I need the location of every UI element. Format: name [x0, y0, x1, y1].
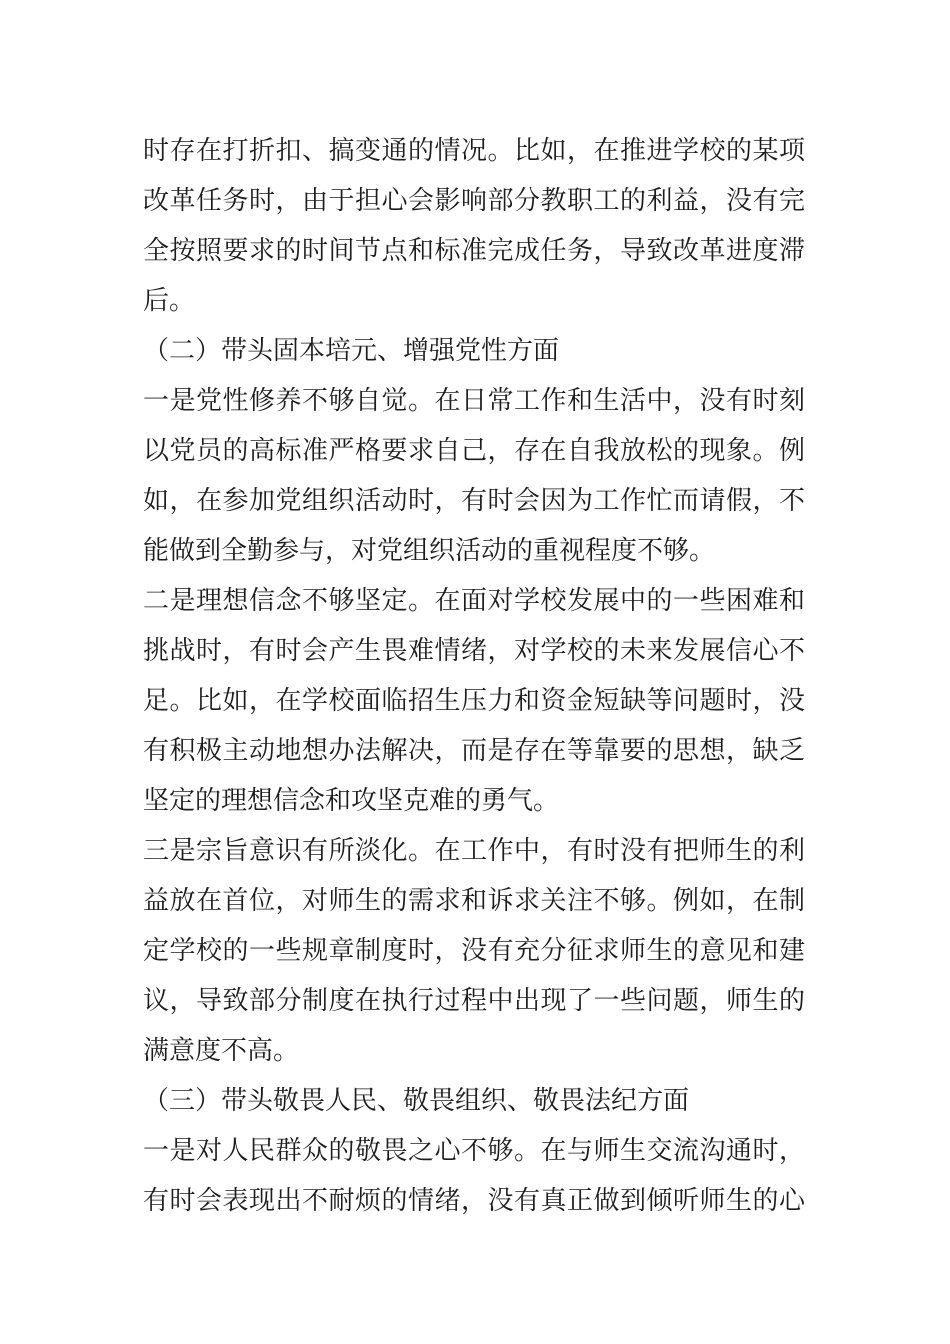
text-line: 满意度不高。: [143, 1036, 300, 1065]
text-line: 如，在参加党组织活动时，有时会因为工作忙而请假，不: [143, 486, 805, 515]
text-line: 一是对人民群众的敬畏之心不够。在与师生交流沟通时，: [143, 1136, 805, 1165]
text-line: 改革任务时，由于担心会影响部分教职工的利益，没有完: [143, 186, 805, 215]
text-line: 坚定的理想信念和攻坚克难的勇气。: [143, 786, 560, 815]
text-line: 定学校的一些规章制度时，没有充分征求师生的意见和建: [143, 936, 805, 965]
text-column: [143, 126, 805, 1226]
text-line: 一是党性修养不够自觉。在日常工作和生活中，没有时刻: [143, 386, 805, 415]
text-line: 时存在打折扣、搞变通的情况。比如，在推进学校的某项: [143, 136, 805, 165]
text-line: 后。: [143, 286, 196, 315]
section-heading: （二）带头固本培元、增强党性方面: [143, 336, 560, 365]
text-line: 有积极主动地想办法解决，而是存在等靠要的思想，缺乏: [143, 736, 805, 765]
section-heading: （三）带头敬畏人民、敬畏组织、敬畏法纪方面: [143, 1086, 690, 1115]
text-line: 三是宗旨意识有所淡化。在工作中，有时没有把师生的利: [143, 836, 805, 865]
text-line: 有时会表现出不耐烦的情绪，没有真正做到倾听师生的心: [143, 1186, 805, 1215]
text-line: 益放在首位，对师生的需求和诉求关注不够。例如，在制: [143, 886, 805, 915]
text-line: 二是理想信念不够坚定。在面对学校发展中的一些困难和: [143, 586, 805, 615]
text-line: 挑战时，有时会产生畏难情绪，对学校的未来发展信心不: [143, 636, 805, 665]
text-line: 全按照要求的时间节点和标准完成任务，导致改革进度滞: [143, 236, 805, 265]
text-line: 能做到全勤参与，对党组织活动的重视程度不够。: [143, 536, 716, 565]
text-line: 议，导致部分制度在执行过程中出现了一些问题，师生的: [143, 986, 805, 1015]
text-line: 足。比如，在学校面临招生压力和资金短缺等问题时，没: [143, 686, 805, 715]
text-line: 以党员的高标准严格要求自己，存在自我放松的现象。例: [143, 436, 805, 465]
